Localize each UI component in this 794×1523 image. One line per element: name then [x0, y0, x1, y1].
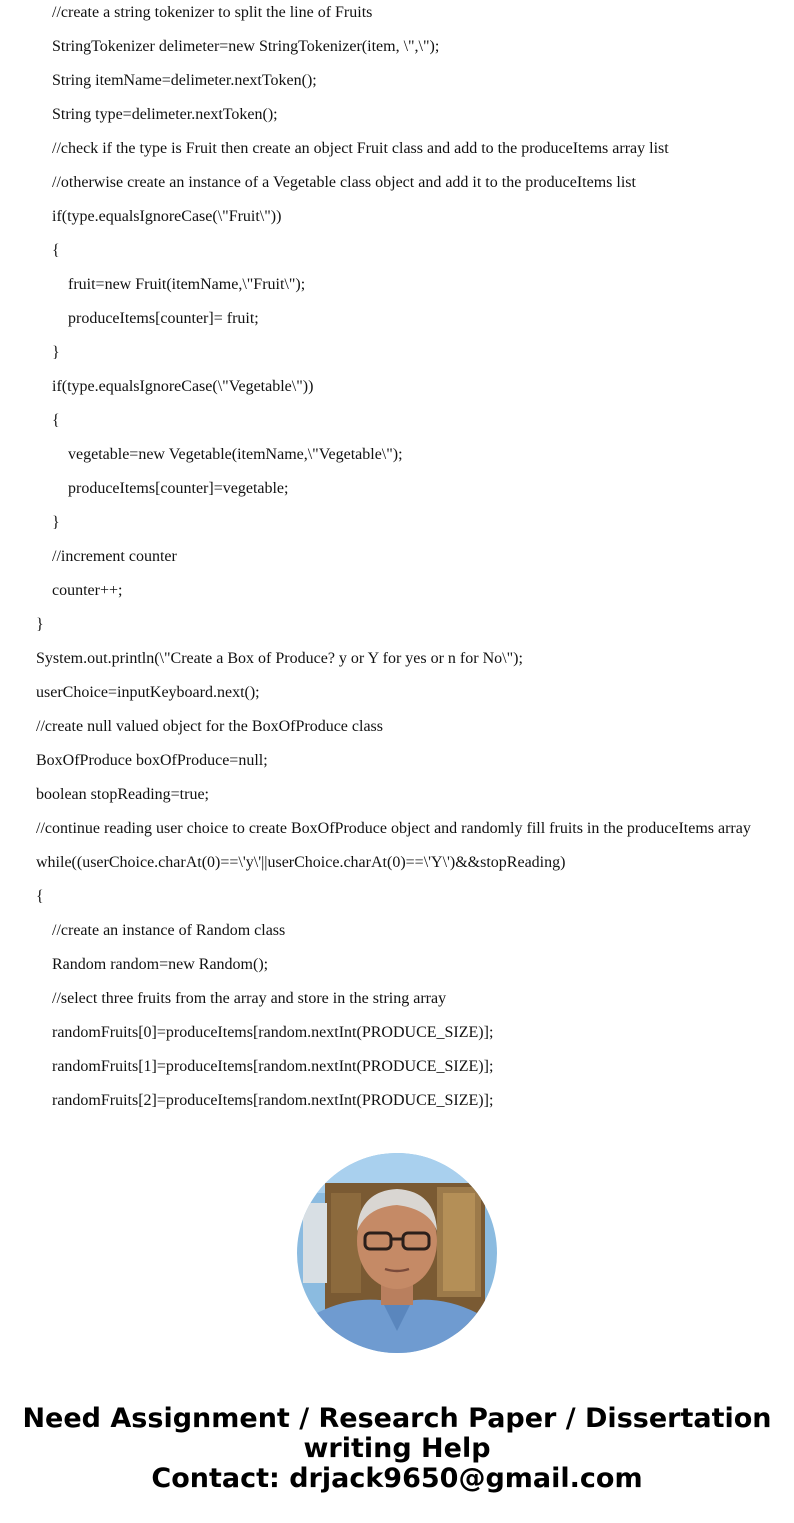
code-line: {: [52, 242, 60, 259]
code-line: String itemName=delimeter.nextToken();: [52, 72, 317, 89]
code-line: //check if the type is Fruit then create an object Fruit class and add to the produceItems array list: [52, 140, 669, 157]
code-line: randomFruits[2]=produceItems[random.nextInt(PRODUCE_SIZE)];: [52, 1092, 494, 1109]
code-line: Random random=new Random();: [52, 956, 269, 973]
code-line: counter++;: [52, 582, 123, 599]
code-line: //continue reading user choice to create BoxOfProduce object and randomly fill fruits in the produceItems array: [36, 820, 751, 837]
code-line: boolean stopReading=true;: [36, 786, 209, 803]
promo-line-1: Need Assignment / Research Paper / Dissertation: [22, 1403, 772, 1434]
code-line: //otherwise create an instance of a Vegetable class object and add it to the produceItems list: [52, 174, 636, 191]
code-line: //create null valued object for the BoxOfProduce class: [36, 718, 383, 735]
code-line: if(type.equalsIgnoreCase(\"Fruit\")): [52, 208, 282, 225]
promo-line-2: writing Help: [303, 1433, 491, 1464]
code-line: //select three fruits from the array and store in the string array: [52, 990, 447, 1007]
code-line: if(type.equalsIgnoreCase(\"Vegetable\")): [52, 378, 314, 395]
contact-email: Contact: drjack9650@gmail.com: [151, 1463, 643, 1494]
author-avatar: [297, 1153, 497, 1353]
code-line: fruit=new Fruit(itemName,\"Fruit\");: [68, 276, 306, 293]
code-line: while((userChoice.charAt(0)==\'y\'||userChoice.charAt(0)==\'Y\')&&stopReading): [36, 854, 566, 871]
code-line: //create an instance of Random class: [52, 922, 286, 939]
code-line: String type=delimeter.nextToken();: [52, 106, 278, 123]
code-line: produceItems[counter]= fruit;: [68, 310, 259, 327]
code-line: userChoice=inputKeyboard.next();: [36, 684, 260, 701]
code-line: }: [52, 344, 60, 361]
code-line: BoxOfProduce boxOfProduce=null;: [36, 752, 268, 769]
code-line: randomFruits[0]=produceItems[random.nextInt(PRODUCE_SIZE)];: [52, 1024, 494, 1041]
code-line: vegetable=new Vegetable(itemName,\"Vegetable\");: [68, 446, 403, 463]
code-line: StringTokenizer delimeter=new StringTokenizer(item, \",\");: [52, 38, 440, 55]
code-line: produceItems[counter]=vegetable;: [68, 480, 289, 497]
code-line: {: [52, 412, 60, 429]
code-line: System.out.println(\"Create a Box of Produce? y or Y for yes or n for No\");: [36, 650, 523, 667]
code-line: {: [36, 888, 44, 905]
code-line: }: [52, 514, 60, 531]
code-line: }: [36, 616, 44, 633]
code-line: //create a string tokenizer to split the line of Fruits: [52, 4, 373, 21]
code-line: //increment counter: [52, 548, 177, 565]
code-line: randomFruits[1]=produceItems[random.nextInt(PRODUCE_SIZE)];: [52, 1058, 494, 1075]
